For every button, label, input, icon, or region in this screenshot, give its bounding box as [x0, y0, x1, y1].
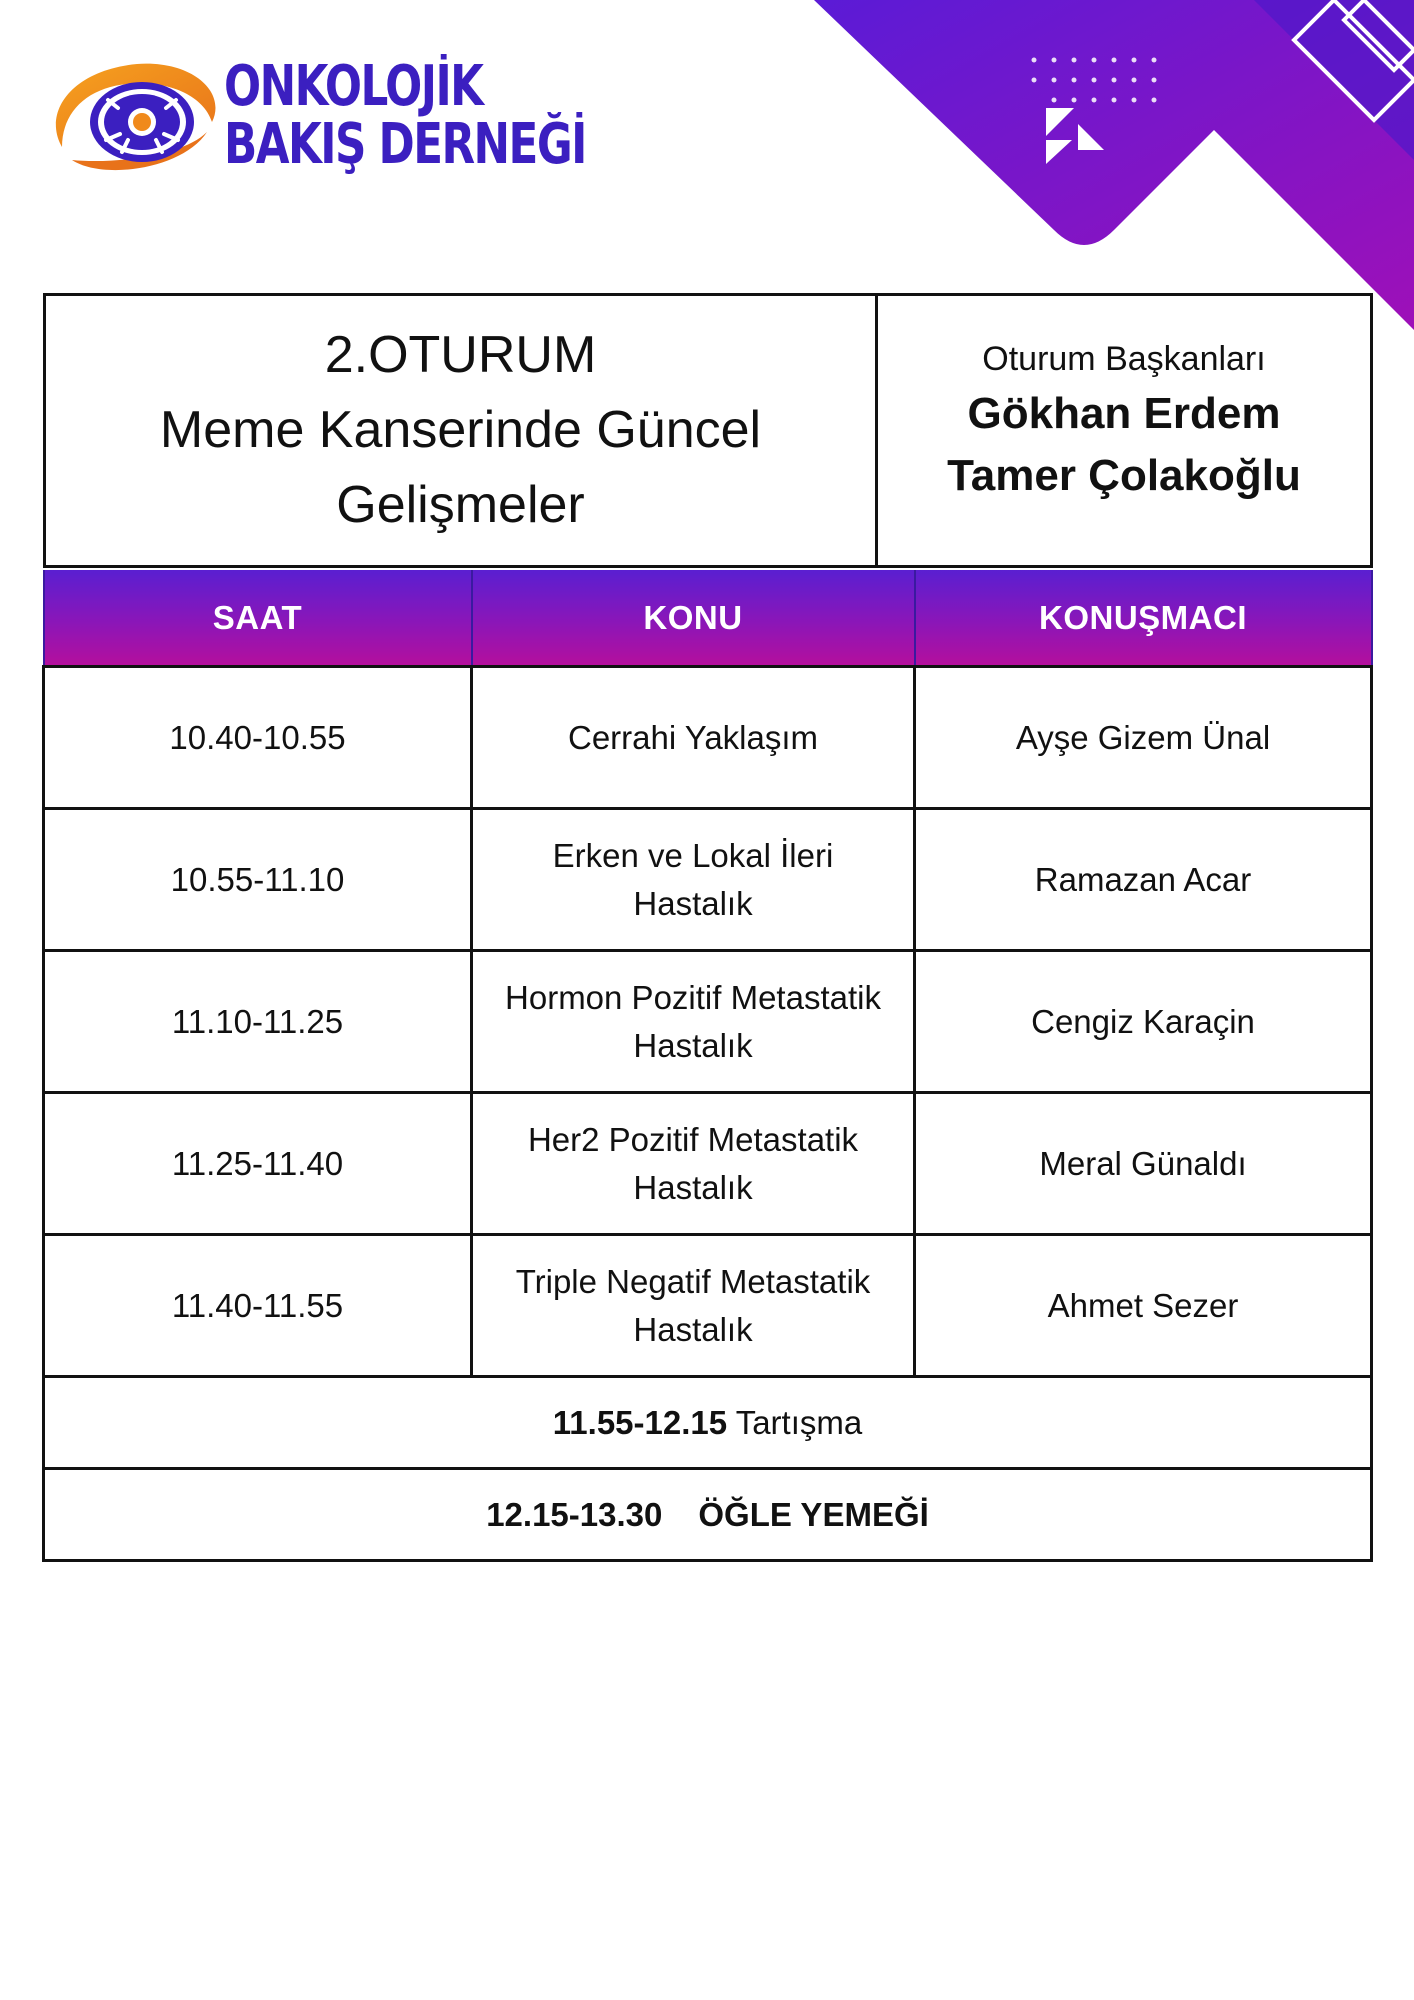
speaker-cell: Cengiz Karaçin	[915, 951, 1372, 1093]
table-row	[44, 809, 1372, 951]
logo-text-line-2: BAKIŞ DERNEĞİ	[224, 112, 586, 177]
session-subject-line-1: Meme Kanserinde Güncel	[159, 401, 762, 459]
discussion-row	[44, 1377, 1372, 1469]
schedule-table	[42, 570, 1373, 1562]
speaker-cell: Ramazan Acar	[915, 809, 1372, 951]
time-cell: 11.25-11.40	[44, 1093, 472, 1235]
speaker-cell: Ayşe Gizem Ünal	[915, 667, 1372, 809]
discussion-cell	[44, 1377, 1372, 1469]
time-cell: 10.55-11.10	[44, 809, 472, 951]
lunch-row	[44, 1469, 1372, 1561]
discussion-time: 11.55-12.15	[552, 1403, 728, 1441]
session-title-block	[46, 296, 878, 565]
lunch-label: ÖĞLE YEMEĞİ	[698, 1495, 929, 1533]
speaker-cell: Ahmet Sezer	[915, 1235, 1372, 1377]
session-chairs-block	[878, 296, 1370, 565]
discussion-label: Tartışma	[735, 1403, 863, 1441]
crab-emblem-icon	[42, 52, 222, 182]
lunch-cell	[44, 1469, 1372, 1561]
table-row	[44, 951, 1372, 1093]
header-time: SAAT	[44, 570, 472, 667]
topic-cell: Her2 Pozitif Metastatik Hastalık	[472, 1093, 915, 1235]
topic-cell: Cerrahi Yaklaşım	[472, 667, 915, 809]
topic-cell: Triple Negatif Metastatik Hastalık	[472, 1235, 915, 1377]
logo-text-line-1: ONKOLOJİK	[224, 54, 483, 119]
table-row	[44, 667, 1372, 809]
topic-cell: Erken ve Lokal İleri Hastalık	[472, 809, 915, 951]
header-topic: KONU	[472, 570, 915, 667]
table-row	[44, 1093, 1372, 1235]
table-row	[44, 1235, 1372, 1377]
time-cell: 10.40-10.55	[44, 667, 472, 809]
time-cell: 11.40-11.55	[44, 1235, 472, 1377]
session-info-box	[43, 293, 1373, 568]
decorative-corner-graphic	[774, 0, 1414, 340]
table-header-row	[44, 570, 1372, 667]
session-number: 2.OTURUM	[324, 326, 597, 384]
chair-name: Tamer Çolakoğlu	[947, 450, 1301, 500]
header-speaker: KONUŞMACI	[915, 570, 1372, 667]
session-subject-line-2: Gelişmeler	[336, 476, 585, 534]
time-cell: 11.10-11.25	[44, 951, 472, 1093]
topic-cell: Hormon Pozitif Metastatik Hastalık	[472, 951, 915, 1093]
lunch-time: 12.15-13.30	[486, 1495, 663, 1533]
chairs-heading: Oturum Başkanları	[982, 339, 1266, 378]
organization-logo	[42, 52, 586, 182]
chair-name: Gökhan Erdem	[967, 388, 1281, 438]
speaker-cell: Meral Günaldı	[915, 1093, 1372, 1235]
